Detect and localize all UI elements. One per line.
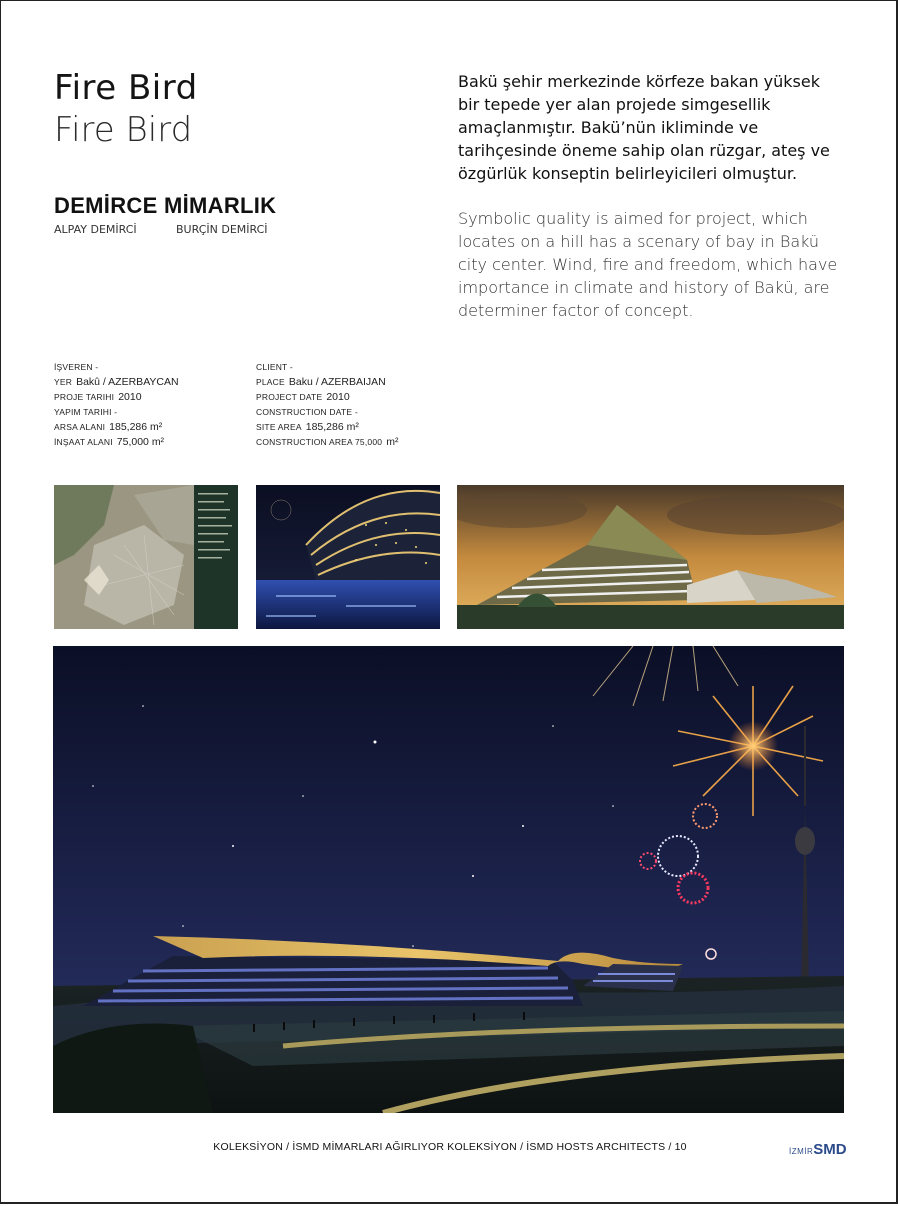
spec-row: CONSTRUCTION DATE - (256, 407, 358, 417)
description-tr: Bakü şehir merkezinde körfeze bakan yüksek bir tepede yer alan projede simgesellik amaçlanmıştır. Bakü’nün ikliminde ve tarihçesinde öneme sahip olan rüzgar, ateş ve özgürlük konseptin belirleyicileri olmuştur. (458, 72, 830, 183)
night-render-detail-image (256, 485, 440, 629)
project-title-tr: Fire Bird (54, 68, 198, 108)
site-plan-image (54, 485, 238, 629)
page-footer: KOLEKSİYON / İSMD MİMARLARI AĞIRLIYOR KOLEKSİYON / İSMD HOSTS ARCHITECTS / 10 (213, 1141, 687, 1153)
architect-name: BURÇİN DEMİRCİ (176, 223, 268, 236)
spec-row: İNŞAAT ALANI 75,000 m² (54, 436, 165, 448)
spec-row: İŞVEREN - (54, 362, 99, 372)
spec-row: PLACE Baku / AZERBAIJAN (256, 376, 386, 388)
sunset-render-image (457, 485, 844, 629)
main-night-render-image (53, 646, 844, 1113)
description-en: Symbolic quality is aimed for project, which locates on a hill has a scenary of bay in Bakü city center. Wind, fire and freedom, which have importance in climate and history of Bakü, are determiner factor of concept. (458, 209, 838, 320)
spec-row: CONSTRUCTION AREA 75,000 m² (256, 436, 399, 448)
spec-row: ARSA ALANI 185,286 m² (54, 421, 163, 433)
spec-row: PROJECT DATE 2010 (256, 391, 350, 403)
spec-list-tr (54, 360, 179, 450)
spec-row: PROJE TARIHI 2010 (54, 391, 142, 403)
spec-row: YAPIM TARIHI - (54, 407, 118, 417)
izmir-smd-logo: İZMİRSMD (789, 1141, 847, 1158)
spec-row: SITE AREA 185,286 m² (256, 421, 359, 433)
spec-row: YER Bakû / AZERBAYCAN (54, 376, 179, 388)
firm-name: DEMİRCE MİMARLIK (54, 193, 277, 218)
spec-list-en (256, 360, 398, 450)
spec-row: CLIENT - (256, 362, 293, 372)
project-title-en: Fire Bird (54, 110, 193, 150)
architect-name: ALPAY DEMİRCİ (54, 223, 137, 236)
